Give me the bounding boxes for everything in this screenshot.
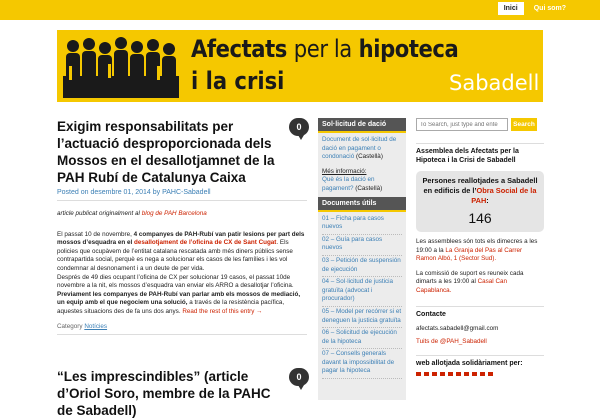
top-bar bbox=[0, 0, 600, 20]
doc-item[interactable]: 02 – Guía para casos nuevos bbox=[322, 235, 402, 256]
banner-title-line2: i la crisi bbox=[191, 67, 285, 95]
comissio-schedule: La comissió de suport es reuneix cada dimarts a les 19:00 al Casal Can Capablanca. bbox=[416, 269, 524, 294]
info-text: Més informació: Què és la dació en pagament? (Castellà) bbox=[322, 167, 383, 192]
docs-heading: Documents útils bbox=[318, 197, 406, 212]
search-input[interactable] bbox=[416, 118, 508, 131]
middle-sidebar bbox=[318, 118, 406, 400]
counter-number: 146 bbox=[468, 210, 492, 226]
nav-inici[interactable]: Inici bbox=[498, 2, 524, 15]
contact-email: afectats.sabadell@gmail.com bbox=[416, 324, 499, 332]
doc-item[interactable]: 07 – Consells generals davant la impossibilitat de pagar la hipoteca bbox=[322, 349, 402, 379]
top-nav bbox=[498, 2, 572, 15]
original-source-note: article publicat originalment al blog de PAH Barcelona bbox=[57, 210, 207, 217]
post-category: Category Notícies bbox=[57, 323, 307, 335]
site-banner[interactable] bbox=[57, 30, 543, 102]
right-sidebar bbox=[416, 118, 544, 376]
nav-qui-som[interactable]: Qui som? bbox=[533, 5, 566, 12]
source-link[interactable]: blog de PAH Barcelona bbox=[141, 210, 207, 217]
post-article bbox=[57, 118, 307, 335]
inline-link[interactable]: desallotjament de l’oficina de CX de Sant Cugat bbox=[134, 239, 277, 247]
category-link[interactable]: Notícies bbox=[84, 322, 108, 330]
assemblea-location-link[interactable]: La Granja del Pas al Carrer Ramon Albó, 1 (Sector Sud). bbox=[416, 246, 523, 263]
doc-item[interactable]: 01 – Ficha para casos nuevos bbox=[322, 214, 402, 235]
post-title-2[interactable]: “Les imprescindibles” (article d’Oriol Soro, membre de la PAHC de Sabadell) bbox=[57, 369, 271, 418]
assemblea-schedule: Les assemblees són tots els dimecres a les 19:00 a la La Granja del Pas al Carrer Ramon Albó, 1 (Sector Sud). bbox=[416, 238, 538, 263]
comissio-location-link[interactable]: Casal Can Capablanca. bbox=[416, 278, 508, 294]
rehoused-counter bbox=[416, 171, 544, 232]
solicitud-link[interactable]: Document de sol·licitud de dació en pagament o condonació bbox=[322, 136, 397, 161]
docs-list bbox=[318, 212, 406, 382]
assemblea-heading: Assemblea dels Afectats per la Hipoteca i la Crisi de Sabadell bbox=[416, 143, 544, 165]
banner-city: Sabadell bbox=[449, 71, 540, 95]
comment-count-badge-2[interactable]: 0 bbox=[289, 368, 309, 386]
hosting-heading: web allotjada solidàriament per: bbox=[416, 355, 544, 368]
search-form bbox=[416, 118, 544, 131]
info-link[interactable]: Què és la dació en pagament? bbox=[322, 176, 375, 192]
solicitud-text: Document de sol·licitud de dació en pagament o condonació (Castellà) bbox=[322, 136, 397, 161]
comment-count-badge[interactable]: 0 bbox=[289, 118, 309, 136]
search-button[interactable]: Search bbox=[511, 118, 537, 131]
doc-item[interactable]: 05 – Model per recórrer si et deneguen la justicia gratuïta bbox=[322, 307, 402, 328]
post-paragraph: El passat 10 de novembre, 4 companyes de PAH-Rubí van patir lesions per part dels mossos d’esquadra en el desallotjament de l’oficina de CX de Sant Cugat. Els policies que ocupàvem de l’entitat catalana rescatada amb més diners públics sense contrapartida social, perquè es nega a solucionar els casos de les famílies i les vol condemnar al desnonament i a un deute de per vida. Després de 49 dies ocupant l’oficina de CX per solucionar 19 casos, el passat 10de novembre a la nit, els mossos d’esquadra van enviar els ARRO a desallotjar l’oficina. Previament les companyes de PAH-Rubí van parlar amb els mossos de mediació, un equip amb el que negociem una solució, a través de la resistència pacífica, aquestes situacions des de fa uns dos anys. Read the rest of this entry → bbox=[57, 230, 305, 315]
contact-heading: Contacte bbox=[416, 306, 544, 319]
solicitud-heading: Sol·licitud de dació bbox=[318, 118, 406, 133]
post-title[interactable]: Exigim responsabilitats per l’actuació desproporcionada dels Mossos en el desallotjamnet de la PAH Rubí de Catalunya Caixa bbox=[57, 119, 275, 185]
post-meta: Posted on desembre 01, 2014 by PAHC-Sabadell bbox=[57, 189, 307, 201]
doc-item[interactable]: 06 – Solicitud de ejecución de la hipoteca bbox=[322, 328, 402, 349]
host-logo-strip[interactable] bbox=[416, 372, 496, 376]
banner-title-line1: Afectats per la hipoteca bbox=[191, 35, 459, 63]
post-article-2 bbox=[57, 368, 307, 419]
doc-item[interactable]: 04 – Sol·licitud de justicia gratuïta (advocat i procurador) bbox=[322, 277, 402, 307]
crowd-silhouette-icon bbox=[63, 36, 179, 98]
counter-caption: Persones reallotjades a Sabadell en edificis de l’Obra Social de la PAH: bbox=[422, 176, 538, 205]
doc-item[interactable]: 03 – Petición de suspensión de ejecución bbox=[322, 256, 402, 277]
read-more-link[interactable]: Read the rest of this entry → bbox=[182, 307, 263, 315]
twitter-link[interactable]: Tuits de @PAH_Sabadell bbox=[416, 337, 487, 345]
